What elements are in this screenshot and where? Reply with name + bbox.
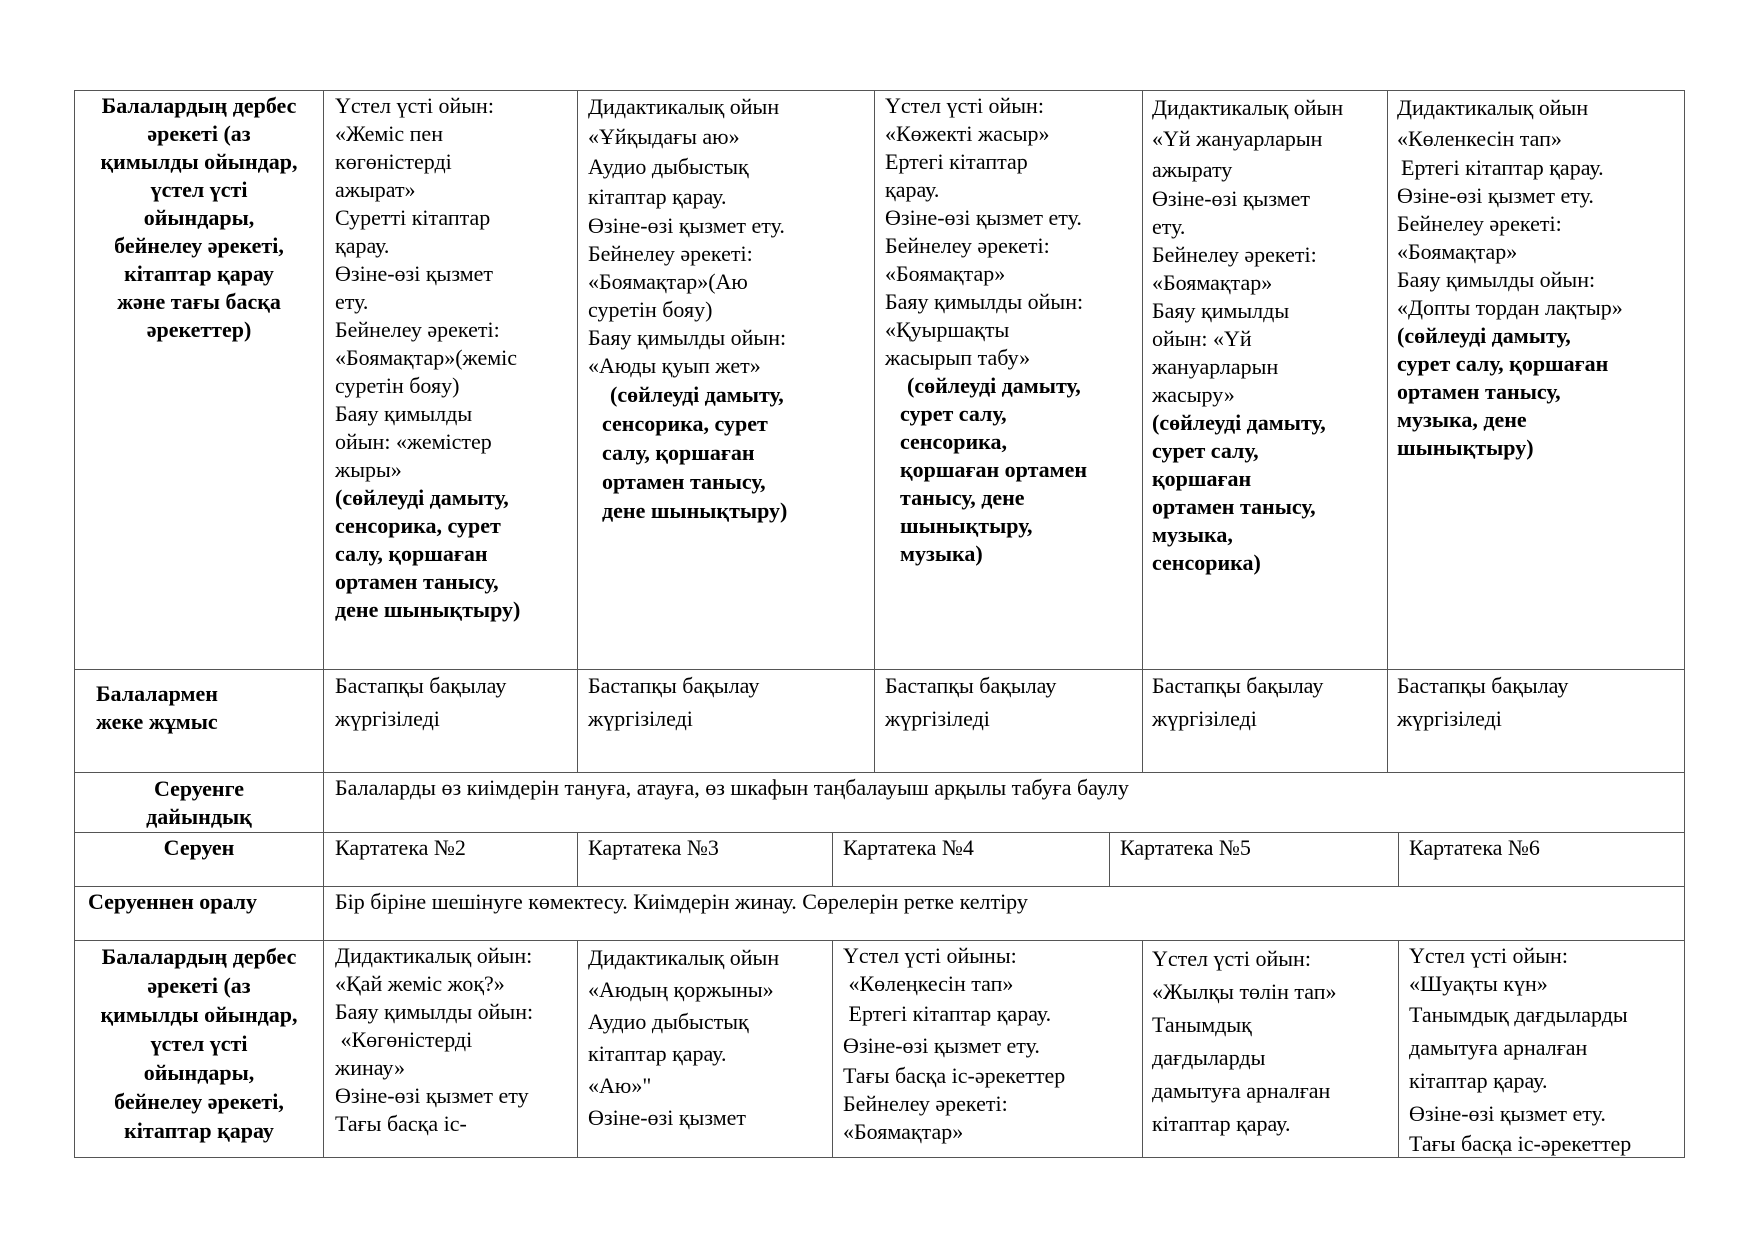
cell-line: Баяу қимылды ойын: <box>588 325 787 350</box>
cell-line: Өзіне-өзі қызмет ету. <box>843 1033 1040 1058</box>
cell-line: қарау. <box>335 233 390 258</box>
row1-header-line: кітаптар қарау <box>124 261 274 286</box>
cell-line: жүргізіледі <box>335 706 440 731</box>
row4-cell-2: Картатека №3 <box>588 835 719 860</box>
row1-cell-4 <box>1152 92 1386 577</box>
cell-line: «Боямақтар»(Аю <box>588 269 748 294</box>
cell-line: Өзіне-өзі қызмет <box>588 1105 747 1130</box>
cell-line: жүргізіледі <box>885 706 990 731</box>
row3-header <box>76 775 322 831</box>
cell-line: Суретті кітаптар <box>335 205 491 230</box>
cell-line: кітаптар қарау. <box>588 1041 727 1066</box>
cell-line: Өзіне-өзі қызмет ету <box>335 1083 529 1108</box>
cell-line: Тағы басқа іс-әрекеттер <box>843 1063 1066 1088</box>
row1-cell-2 <box>588 92 872 525</box>
cell-line: сурет салу, <box>900 401 1007 426</box>
cell-line: жасыру» <box>1152 382 1235 407</box>
cell-line: Өзіне-өзі қызмет ету. <box>885 205 1082 230</box>
cell-line: Бастапқы бақылау <box>1397 673 1569 698</box>
row2-cell-3 <box>885 669 1056 735</box>
cell-line: Танымдық дағдыларды <box>1409 1002 1628 1027</box>
cell-line: «Қай жеміс жоқ?» <box>335 971 505 996</box>
cell-line: сурет салу, қоршаған <box>1397 351 1609 376</box>
cell-line: (сөйлеуді дамыту, <box>907 373 1081 398</box>
cell-line: Үстел үсті ойын: <box>1409 943 1568 968</box>
cell-line: кітаптар қарау. <box>1152 1111 1291 1136</box>
row1-cell-3 <box>885 92 1140 568</box>
cell-line: ажырат» <box>335 177 416 202</box>
cell-line: «Ұйқыдағы аю» <box>588 124 740 149</box>
cell-line: дене шынықтыру) <box>602 498 788 523</box>
cell-line: Дидактикалық ойын <box>1397 95 1589 120</box>
row2-cell-5 <box>1397 669 1568 735</box>
row6-header-line: үстел үсті <box>150 1031 248 1056</box>
cell-line: «Жылқы төлін тап» <box>1152 979 1337 1004</box>
cell-line: ортамен танысу, <box>602 469 766 494</box>
cell-line: музыка) <box>900 541 983 566</box>
cell-line: Дидактикалық ойын <box>588 945 780 970</box>
cell-line: Өзіне-өзі қызмет <box>335 261 494 286</box>
cell-line: қоршаған ортамен <box>900 457 1088 482</box>
cell-line: «Көленкесін тап» <box>1397 126 1562 151</box>
cell-line: Бастапқы бақылау <box>588 673 760 698</box>
row2-header-line: Балалармен <box>96 681 218 706</box>
cell-line: сенсорика, сурет <box>335 513 501 538</box>
cell-line: Ертегі кітаптар қарау. <box>843 1001 1052 1026</box>
cell-line: Бейнелеу әрекеті: <box>843 1091 1008 1116</box>
cell-line: салу, қоршаған <box>602 440 755 465</box>
cell-line: Баяу қимылды ойын: <box>885 289 1084 314</box>
cell-line: Танымдық <box>1152 1012 1252 1037</box>
cell-line: ету. <box>1152 214 1186 239</box>
cell-line: «Жеміс пен <box>335 121 443 146</box>
cell-line: «Көжекті жасыр» <box>885 121 1050 146</box>
cell-line: жануарларын <box>1152 354 1279 379</box>
cell-line: қоршаған <box>1152 466 1252 491</box>
cell-line: «Боямақтар» <box>1152 270 1273 295</box>
cell-line: «Аю»" <box>588 1073 652 1098</box>
cell-line: сенсорика) <box>1152 550 1261 575</box>
cell-line: кітаптар қарау. <box>588 184 727 209</box>
cell-line: Дидактикалық ойын <box>588 94 780 119</box>
cell-line: дамытуға арналған <box>1152 1078 1331 1103</box>
cell-line: Аудио дыбыстық <box>588 1009 749 1034</box>
row1-header-line: және тағы басқа <box>117 289 281 314</box>
row2-cell-4 <box>1152 669 1323 735</box>
cell-line: Бейнелеу әрекеті: <box>335 317 500 342</box>
row6-header-line: қимылды ойындар, <box>100 1002 298 1027</box>
row2-cell-1 <box>335 669 506 735</box>
cell-line: Тағы басқа іс-әрекеттер <box>1409 1131 1632 1156</box>
cell-line: жүргізіледі <box>588 706 693 731</box>
cell-line: көгөністерді <box>335 149 452 174</box>
row6-header-line: бейнелеу әрекеті, <box>114 1089 284 1114</box>
cell-line: «Қуыршақты <box>885 317 1010 342</box>
cell-line: (сөйлеуді дамыту, <box>335 485 509 510</box>
cell-line: салу, қоршаған <box>335 541 488 566</box>
row1-header <box>76 92 322 344</box>
cell-line: жинау» <box>335 1055 405 1080</box>
row6-cell-2 <box>588 942 779 1134</box>
row1-header-line: үстел үсті <box>150 177 248 202</box>
cell-line: суретін бояу) <box>335 373 460 398</box>
cell-line: Үстел үсті ойын: <box>885 93 1044 118</box>
cell-line: дамытуға арналған <box>1409 1035 1588 1060</box>
cell-line: музыка, дене <box>1397 407 1527 432</box>
row6-header-line: ойындары, <box>143 1060 255 1085</box>
cell-line: «Аюды қуып жет» <box>588 353 761 378</box>
row1-header-line: ойындары, <box>143 205 255 230</box>
cell-line: Бейнелеу әрекеті: <box>885 233 1050 258</box>
cell-line: «Допты тордан лақтыр» <box>1397 295 1623 320</box>
row3-text: Балаларды өз киімдерін тануға, атауға, өз шкафын таңбалауыш арқылы табуға баулу <box>335 775 1129 800</box>
row5-text: Бір біріне шешінуге көмектесу. Киімдерін жинау. Сөрелерін ретке келтіру <box>335 889 1028 914</box>
cell-line: «Аюдың қоржыны» <box>588 977 774 1002</box>
cell-line: жыры» <box>335 457 402 482</box>
cell-line: «Шуақты күн» <box>1409 971 1548 996</box>
cell-line: Ертегі кітаптар <box>885 149 1028 174</box>
row2-header-line: жеке жұмыс <box>96 709 218 734</box>
cell-line: сенсорика, сурет <box>602 411 768 436</box>
row1-header-line: қимылды ойындар, <box>100 149 298 174</box>
cell-line: Баяу қимылды ойын: <box>335 999 534 1024</box>
row6-cell-4 <box>1152 942 1337 1140</box>
row1-header-line: Балалардың дербес <box>101 93 297 118</box>
cell-line: Тағы басқа іс- <box>335 1111 467 1136</box>
cell-line: Өзіне-өзі қызмет ету. <box>588 213 785 238</box>
row3-header-line: дайындық <box>146 804 252 829</box>
cell-line: Аудио дыбыстық <box>588 154 749 179</box>
cell-line: «Көгөністерді <box>335 1027 473 1052</box>
cell-line: Баяу қимылды <box>1152 298 1290 323</box>
row6-cell-3 <box>843 942 1065 1146</box>
cell-line: Ертегі кітаптар қарау. <box>1401 155 1604 180</box>
cell-line: жүргізіледі <box>1152 706 1257 731</box>
cell-line: дене шынықтыру) <box>335 597 521 622</box>
row4-cell-1: Картатека №2 <box>335 835 466 860</box>
cell-line: «Боямақтар» <box>1397 239 1518 264</box>
cell-line: танысу, дене <box>900 485 1025 510</box>
cell-line: (сөйлеуді дамыту, <box>610 382 784 407</box>
cell-line: ортамен танысу, <box>1152 494 1316 519</box>
cell-line: сенсорика, <box>900 429 1007 454</box>
cell-line: суретін бояу) <box>588 297 713 322</box>
cell-line: Дидактикалық ойын <box>1152 95 1344 120</box>
cell-line: Баяу қимылды ойын: <box>1397 267 1596 292</box>
cell-line: сурет салу, <box>1152 438 1259 463</box>
cell-line: Бастапқы бақылау <box>1152 673 1324 698</box>
cell-line: (сөйлеуді дамыту, <box>1152 410 1326 435</box>
row6-cell-5 <box>1409 942 1631 1158</box>
cell-line: музыка, <box>1152 522 1233 547</box>
cell-line: Бастапқы бақылау <box>885 673 1057 698</box>
cell-line: кітаптар қарау. <box>1409 1068 1548 1093</box>
row5-header: Серуеннен оралу <box>88 889 258 914</box>
cell-line: ойын: «жемістер <box>335 429 492 454</box>
cell-line: Үстел үсті ойын: <box>335 93 494 118</box>
cell-line: Бейнелеу әрекеті: <box>1152 242 1317 267</box>
row6-header-line: әрекеті (аз <box>147 973 251 998</box>
cell-line: жасырып табу» <box>885 345 1031 370</box>
cell-line: ету. <box>335 289 369 314</box>
row6-cell-1 <box>335 942 533 1138</box>
cell-line: шынықтыру, <box>900 513 1033 538</box>
row2-cell-2 <box>588 669 759 735</box>
row3-header-line: Серуенге <box>153 776 245 801</box>
row1-header-line: әрекеті (аз <box>147 121 251 146</box>
cell-line: шынықтыру) <box>1397 435 1534 460</box>
cell-line: Бастапқы бақылау <box>335 673 507 698</box>
cell-line: ойын: «Үй <box>1152 326 1252 351</box>
row4-cell-5: Картатека №6 <box>1409 835 1540 860</box>
row4-header: Серуен <box>163 835 235 860</box>
cell-line: Үстел үсті ойын: <box>1152 946 1311 971</box>
row6-header <box>76 942 322 1145</box>
row6-header-line: кітаптар қарау <box>124 1118 274 1143</box>
cell-line: «Боямақтар» <box>885 261 1006 286</box>
cell-line: «Боямақтар»(жеміс <box>335 345 518 370</box>
row1-header-line: бейнелеу әрекеті, <box>114 233 284 258</box>
cell-line: Өзіне-өзі қызмет ету. <box>1397 183 1594 208</box>
cell-line: «Көлеңкесін тап» <box>843 971 1014 996</box>
cell-line: «Боямақтар» <box>843 1119 964 1144</box>
cell-line: дағдыларды <box>1152 1045 1266 1070</box>
cell-line: Бейнелеу әрекеті: <box>588 241 753 266</box>
cell-line: ортамен танысу, <box>335 569 499 594</box>
cell-line: Өзіне-өзі қызмет <box>1152 186 1311 211</box>
cell-line: Бейнелеу әрекеті: <box>1397 211 1562 236</box>
cell-line: ортамен танысу, <box>1397 379 1561 404</box>
cell-line: Дидактикалық ойын: <box>335 943 533 968</box>
cell-line: жүргізіледі <box>1397 706 1502 731</box>
cell-line: (сөйлеуді дамыту, <box>1397 323 1571 348</box>
row6-header-line: Балалардың дербес <box>101 944 297 969</box>
row4-cell-4: Картатека №5 <box>1120 835 1251 860</box>
row1-cell-5 <box>1397 92 1683 462</box>
cell-line: Баяу қимылды <box>335 401 473 426</box>
row1-header-line: әрекеттер) <box>146 317 252 342</box>
cell-line: Үстел үсті ойыны: <box>843 943 1017 968</box>
cell-line: ажырату <box>1152 157 1233 182</box>
row1-cell-1 <box>335 92 575 624</box>
cell-line: «Үй жануарларын <box>1152 126 1323 151</box>
row4-cell-3: Картатека №4 <box>843 835 974 860</box>
row2-header <box>96 680 316 736</box>
cell-line: Өзіне-өзі қызмет ету. <box>1409 1101 1606 1126</box>
cell-line: қарау. <box>885 177 940 202</box>
